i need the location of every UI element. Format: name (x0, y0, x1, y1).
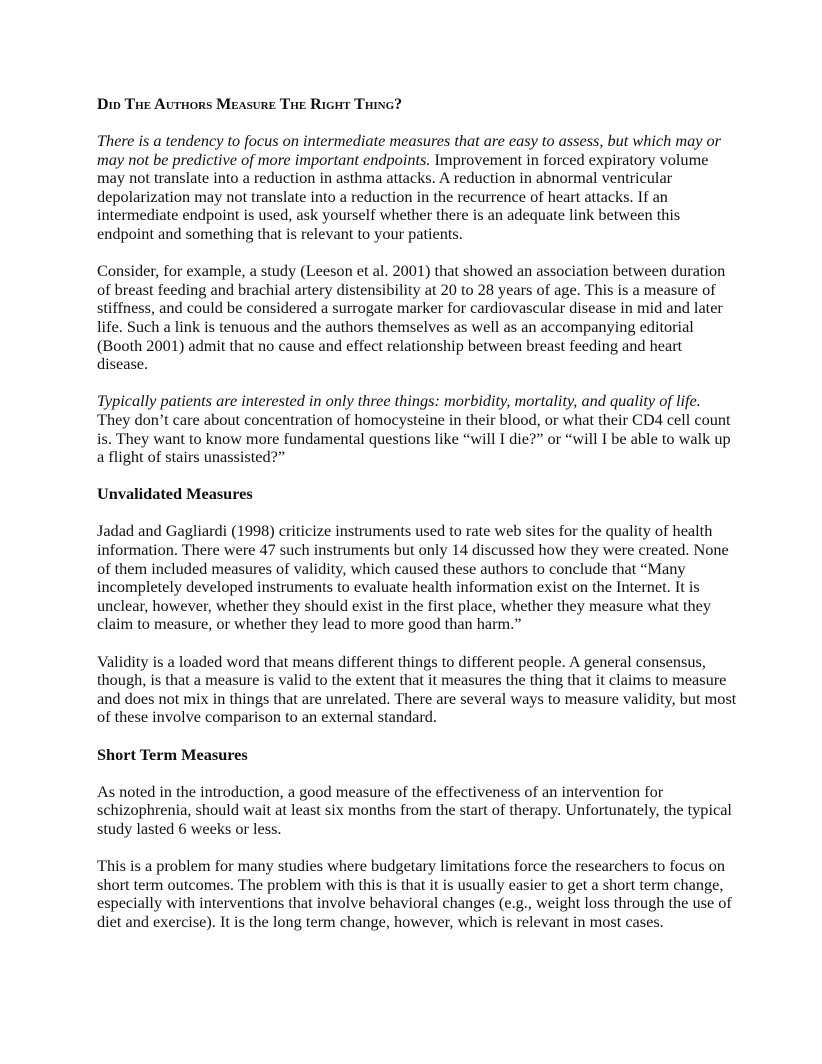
paragraph-web-site-instruments: Jadad and Gagliardi (1998) criticize instruments used to rate web sites for the quality of health information. There were 47 such instruments but only 14 discussed how they were created. None of them included measures of validity, which caused these authors to conclude that “Many incompletely developed instruments to evaluate health information exist on the Internet. It is unclear, however, whether they should exist in the first place, whether they measure what they claim to measure, or whether they lead to more good than harm.” (97, 521, 729, 634)
paragraph-patient-interests (97, 392, 737, 466)
section-title: Did The Authors Measure The Right Thing? (97, 96, 403, 113)
paragraph-intermediate-measures (97, 132, 737, 244)
emphasis-text: Typically patients are interested in only three things: morbidity, mortality, and quality of life. (97, 391, 701, 411)
body-text: They don’t care about concentration of homocysteine in their blood, or what their CD4 cell count is. They want to know more fundamental questions like “will I die?” or “will I be able to walk up a flight of stairs unassisted?” (97, 409, 731, 467)
heading-unvalidated-measures: Unvalidated Measures (97, 484, 253, 504)
paragraph-example-study: Consider, for example, a study (Leeson et al. 2001) that showed an association between duration of breast feeding and brachial artery distensibility at 20 to 28 years of age. This is a measure of stiffness, and could be considered a surrogate marker for cardiovascular disease in mid and later life. Such a link is tenuous and the authors themselves as well as an accompanying editorial (Booth 2001) admit that no cause and effect relationship between breast feeding and heart disease. (97, 261, 726, 374)
heading-short-term-measures: Short Term Measures (97, 744, 248, 764)
emphasis-text: There is a tendency to focus on intermediate measures that are easy to assess, but which may or may not be predictive of more important endpoints. (97, 131, 722, 169)
paragraph-schizophrenia: As noted in the introduction, a good measure of the effectiveness of an intervention for schizophrenia, should wait at least six months from the start of therapy. Unfortunately, the typical study lasted 6 weeks or less. (97, 781, 732, 838)
document-page (97, 96, 737, 950)
body-text: Improvement in forced expiratory volume may not translate into a reduction in asthma attacks. A reduction in abnormal ventricular depolarization may not translate into a reduction in the recurrence of heart attacks. If an intermediate endpoint is used, ask yourself whether there is an adequate link between this endpoint and something that is relevant to your patients. (97, 149, 709, 243)
paragraph-budgetary-limitations: This is a problem for many studies where budgetary limitations force the researchers to focus on short term outcomes. The problem with this is that it is usually easier to get a short term change, especially with interventions that involve behavioral changes (e.g., weight loss through the use of diet and exercise). It is the long term change, however, which is relevant in most cases. (97, 856, 732, 931)
paragraph-validity: Validity is a loaded word that means different things to different people. A general consensus, though, is that a measure is valid to the extent that it measures the thing that it claims to measure and does not mix in things that are unrelated. There are several ways to measure validity, but most of these involve comparison to an external standard. (97, 651, 737, 727)
